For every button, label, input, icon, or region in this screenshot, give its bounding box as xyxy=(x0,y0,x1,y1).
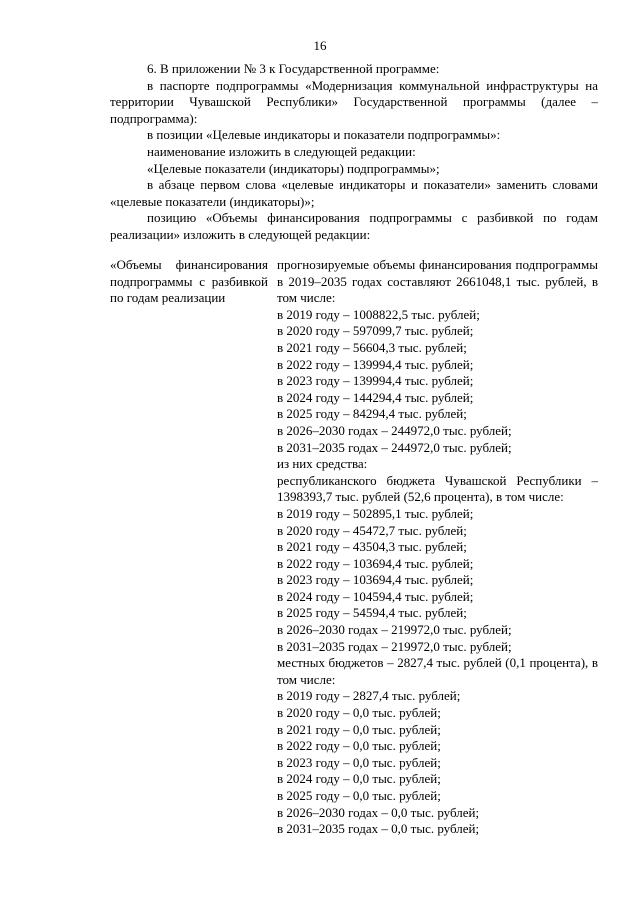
funding-total-intro: прогнозируемые объемы финансирования подпрограммы в 2019–2035 годах составляют 2661048,1 тыс. рублей, в том числе: xyxy=(277,257,598,306)
paragraph-item-6: 6. В приложении № 3 к Государственной программе: xyxy=(147,61,440,76)
funding-total-year: в 2020 году – 597099,7 тыс. рублей; xyxy=(277,323,474,339)
republic-budget-intro: республиканского бюджета Чувашской Республики – 1398393,7 тыс. рублей (52,6 процента), в том числе: xyxy=(277,472,598,505)
local-budget-year: в 2031–2035 годах – 0,0 тыс. рублей; xyxy=(277,821,480,837)
funding-table-left-cell: «Объемы финансирования подпрограммы с разбивкой по годам реализации xyxy=(110,257,268,306)
local-budget-intro: местных бюджетов – 2827,4 тыс. рублей (0,1 процента), в том числе: xyxy=(277,655,598,687)
republic-budget-year: в 2020 году – 45472,7 тыс. рублей; xyxy=(277,522,467,538)
republic-budget-year: в 2024 году – 104594,4 тыс. рублей; xyxy=(277,588,474,604)
local-budget-year: в 2024 году – 0,0 тыс. рублей; xyxy=(277,771,441,787)
local-budget-year: в 2023 году – 0,0 тыс. рублей; xyxy=(277,754,441,770)
funding-total-year: в 2021 году – 56604,3 тыс. рублей; xyxy=(277,339,467,355)
funding-table-right-cell xyxy=(277,257,598,838)
local-budget-year: в 2019 году – 2827,4 тыс. рублей; xyxy=(277,688,461,704)
funding-total-year: в 2026–2030 годах – 244972,0 тыс. рублей; xyxy=(277,422,512,438)
paragraph-new-name: «Целевые показатели (индикаторы) подпрограммы»; xyxy=(147,160,440,176)
funding-total-year: в 2025 году – 84294,4 тыс. рублей; xyxy=(277,406,467,422)
local-budget-year: в 2020 году – 0,0 тыс. рублей; xyxy=(277,705,441,721)
republic-budget-year: в 2021 году – 43504,3 тыс. рублей; xyxy=(277,539,467,555)
funding-total-year: в 2019 году – 1008822,5 тыс. рублей; xyxy=(277,306,480,322)
local-budget-year: в 2026–2030 годах – 0,0 тыс. рублей; xyxy=(277,804,480,820)
funding-total-year: в 2022 году – 139994,4 тыс. рублей; xyxy=(277,356,474,372)
local-budget-year: в 2021 году – 0,0 тыс. рублей; xyxy=(277,721,441,737)
funding-total-year: в 2024 году – 144294,4 тыс. рублей; xyxy=(277,389,474,405)
paragraph-funding-position: позицию «Объемы финансирования подпрограммы с разбивкой по годам реализации» изложить в следующей редакции: xyxy=(110,210,598,242)
funding-sources-label: из них средства: xyxy=(277,456,368,472)
funding-total-year: в 2031–2035 годах – 244972,0 тыс. рублей; xyxy=(277,439,512,455)
document-body xyxy=(110,61,598,244)
republic-budget-year: в 2025 году – 54594,4 тыс. рублей; xyxy=(277,605,467,621)
local-budget-year: в 2022 году – 0,0 тыс. рублей; xyxy=(277,738,441,754)
republic-budget-year: в 2022 году – 103694,4 тыс. рублей; xyxy=(277,555,474,571)
page-number: 16 xyxy=(313,38,327,53)
republic-budget-year: в 2026–2030 годах – 219972,0 тыс. рублей; xyxy=(277,622,512,638)
republic-budget-year: в 2023 году – 103694,4 тыс. рублей; xyxy=(277,572,474,588)
paragraph-passport: в паспорте подпрограммы «Модернизация коммунальной инфраструктуры на территории Чувашской Республики» Государственной программы (далее – подпрограмма): xyxy=(110,77,598,126)
funding-total-year: в 2023 году – 139994,4 тыс. рублей; xyxy=(277,373,474,389)
republic-budget-year: в 2031–2035 годах – 219972,0 тыс. рублей; xyxy=(277,638,512,654)
paragraph-replace-words: в абзаце первом слова «целевые индикаторы и показатели» заменить словами «целевые показатели (индикаторы)»; xyxy=(110,177,598,209)
paragraph-position-indicators: в позиции «Целевые индикаторы и показатели подпрограммы»: xyxy=(147,127,501,143)
local-budget-year: в 2025 году – 0,0 тыс. рублей; xyxy=(277,788,441,803)
republic-budget-year: в 2019 году – 502895,1 тыс. рублей; xyxy=(277,505,474,521)
paragraph-name-edit: наименование изложить в следующей редакции: xyxy=(147,143,416,159)
